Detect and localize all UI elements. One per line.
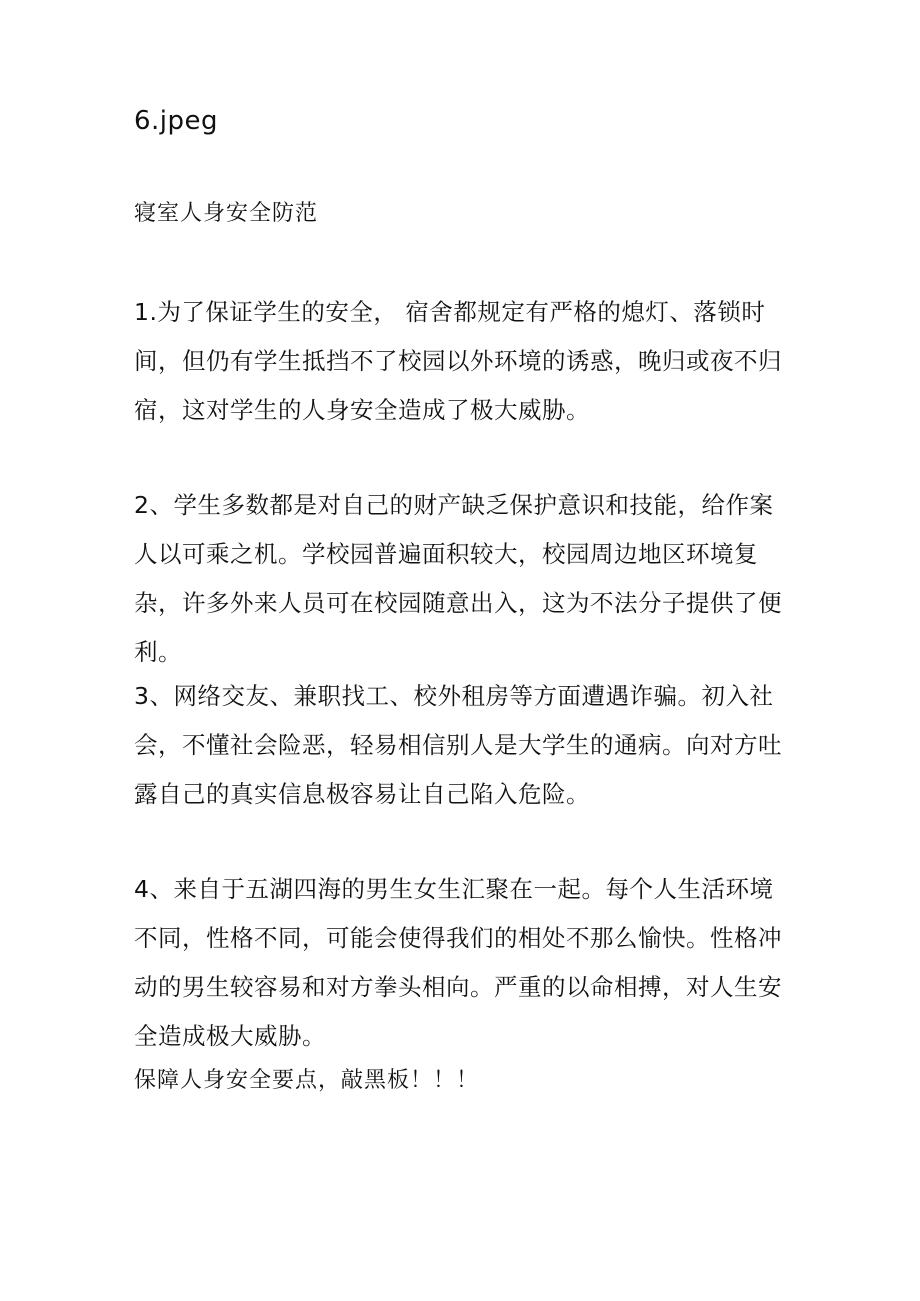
paragraph-4: 4、来自于五湖四海的男生女生汇聚在一起。每个人生活环境不同，性格不同，可能会使得我们的相处不那么愉快。性格冲动的男生较容易和对方拳头相向。严重的以命相搏，对人生安全造成极大威胁。	[134, 875, 782, 1050]
file-name: 6.jpeg	[134, 106, 219, 136]
paragraph-3: 3、网络交友、兼职找工、校外租房等方面遭遇诈骗。初入社会，不懂社会险恶，轻易相信别人是大学生的通病。向对方吐露自己的真实信息极容易让自己陷入危险。	[134, 682, 782, 808]
section-heading: 寝室人身安全防范	[134, 201, 319, 226]
closing-line: 保障人身安全要点，敲黑板！！！	[134, 1068, 480, 1093]
paragraph-1: 1.为了保证学生的安全， 宿舍都规定有严格的熄灯、落锁时间，但仍有学生抵挡不了校园以外环境的诱惑，晚归或夜不归宿，这对学生的人身安全造成了极大威胁。	[134, 298, 782, 424]
paragraph-2: 2、学生多数都是对自己的财产缺乏保护意识和技能，给作案人以可乘之机。学校园普遍面积较大，校园周边地区环境复杂，许多外来人员可在校园随意出入，这为不法分子提供了便利。	[134, 491, 782, 666]
